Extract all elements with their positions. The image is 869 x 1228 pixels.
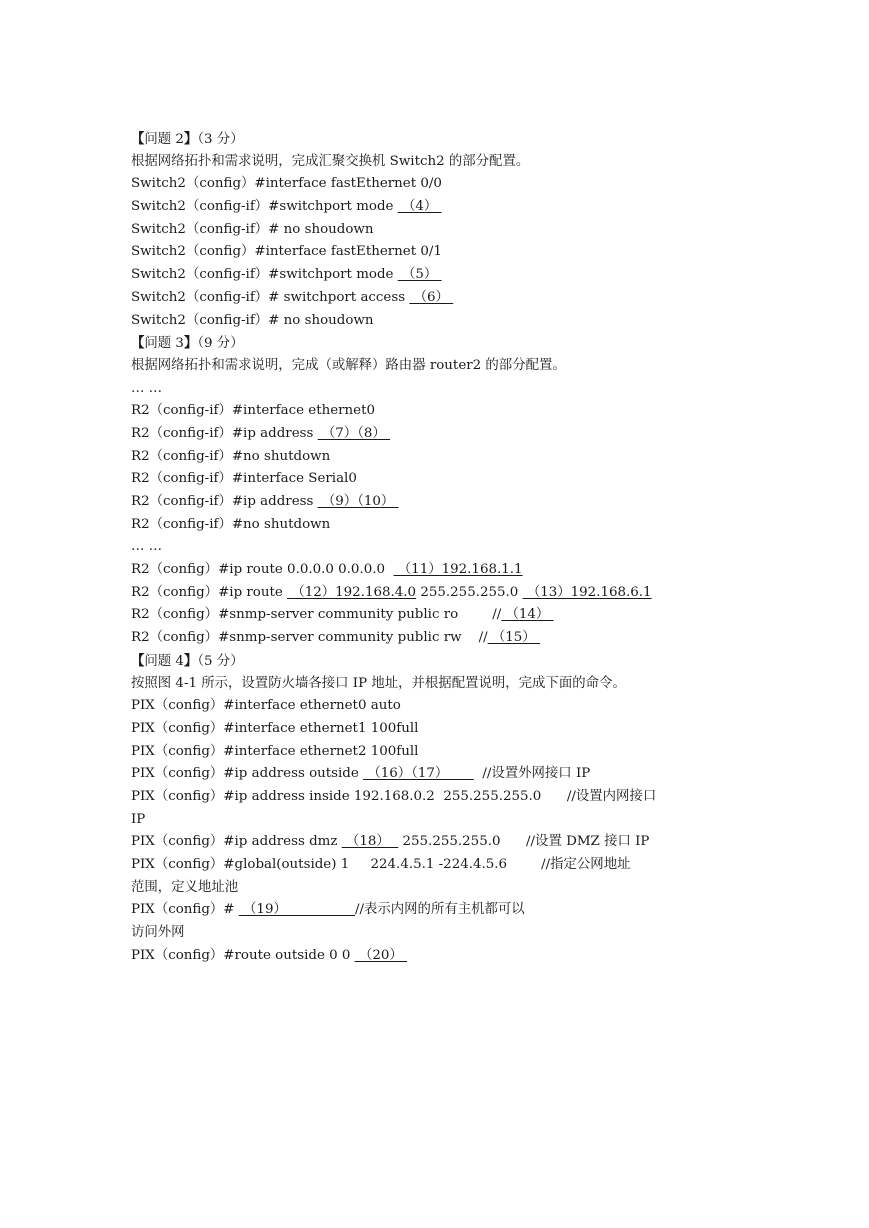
answer-blank: （5） [397,267,442,283]
q3-cmd-line [131,423,743,446]
q3-route-line [131,582,743,605]
cmd-text: R2（config）#snmp-server community public rw // [131,630,488,646]
cmd-text: R2（config）#ip route 0.0.0.0 0.0.0.0 [131,562,394,578]
cmd-text: R2（config-if）#ip address [131,494,318,509]
cmd-text: R2（config-if）#no shutdown [131,448,331,464]
answer-blank: （20） [354,947,408,963]
q3-bracket-open: 【 [131,335,145,352]
q2-score: （3 分） [197,132,244,147]
answer-blank: （7）（8） [317,425,391,441]
q3-ellipsis: … … [131,380,163,396]
answer-blank: （16）（17） [363,766,474,782]
q2-cmd-line [131,196,743,219]
cmd-text: R2（config-if）#no shutdown [131,516,331,532]
q4-header [131,650,743,673]
cmd-text: 255.255.255.0 //设置 DMZ 接口 IP [398,834,650,850]
cmd-text: Switch2（config-if）# no shoudown [131,312,374,328]
cmd-text: Switch2（config-if）# no shoudown [131,221,374,237]
cmd-text: Switch2（config-if）# switchport access [131,289,410,305]
cmd-text: PIX（config）#ip address dmz [131,834,342,850]
q2-cmd-line [131,173,743,196]
answer-blank: （15） [487,630,540,646]
q4-score: （5 分） [197,653,244,669]
q2-bracket-close: 】 [183,131,198,147]
q3-description: 根据网络拓扑和需求说明，完成（或解释）路由器 router2 的部分配置。 [131,357,566,373]
cmd-text: R2（config-if）#interface ethernet0 [131,403,375,419]
cmd-text: PIX（config）#ip address outside [131,766,364,782]
q4-cmd-line: PIX（config）#interface ethernet1 100full [131,720,419,736]
cmd-text: Switch2（config）#interface fastEthernet 0/1 [131,244,442,260]
q4-cmd-wrap: 访问外网 [131,925,185,941]
q2-header [131,128,743,151]
cmd-text: Switch2（config-if）#switchport mode [131,199,398,215]
cmd-text: R2（config）#snmp-server community public ro // [131,607,502,623]
q4-cmd-line [131,945,743,968]
answer-blank: （12）192.168.4.0 [287,584,417,600]
document-body [131,128,743,967]
q4-cmd-line: PIX（config）#global(outside) 1 224.4.5.1 -224.4.5.6 //指定公网地址 [131,857,631,872]
q4-cmd-line: PIX（config）#ip address inside 192.168.0.2 255.255.255.0 //设置内网接口 [131,788,657,804]
cmd-text: R2（config-if）#ip address [131,425,318,441]
cmd-text: Switch2（config-if）#switchport mode [131,267,398,283]
q2-description: 根据网络拓扑和需求说明，完成汇聚交换机 Switch2 的部分配置。 [131,153,530,169]
q4-title: 问题 4 [144,653,184,669]
cmd-text: PIX（config）# [131,902,239,918]
q3-route-line [131,559,743,582]
answer-blank: （11）192.168.1.1 [393,562,523,578]
cmd-text: 255.255.255.0 [416,584,523,600]
q2-cmd-line [131,264,743,287]
q3-score: （9 分） [197,336,244,352]
cmd-text: R2（config-if）#interface Serial0 [131,471,357,487]
q4-cmd-line: PIX（config）#interface ethernet0 auto [131,698,401,714]
q4-description: 按照图 4-1 所示，设置防火墙各接口 IP 地址，并根据配置说明，完成下面的命令。 [131,675,626,691]
q2-title: 问题 2 [144,132,184,147]
cmd-text: R2（config）#ip route [131,584,288,600]
q2-cmd-line [131,310,743,333]
answer-blank: （14） [501,607,554,623]
q2-cmd-line [131,219,743,242]
q4-bracket-open: 【 [131,652,145,669]
q3-title: 问题 3 [144,336,184,352]
q4-cmd-line [131,763,743,786]
answer-blank: （9）（10） [317,494,399,509]
q4-cmd-wrap: 范围，定义地址池 [131,879,239,895]
answer-blank: （4） [397,199,442,215]
q4-cmd-wrap: IP [131,811,146,827]
q3-ellipsis: … … [131,539,163,555]
answer-blank: （6） [409,289,454,305]
q3-cmd-line [131,446,743,469]
q2-bracket-open: 【 [131,131,145,147]
q2-cmd-line [131,241,743,264]
cmd-text: PIX（config）#route outside 0 0 [131,947,355,963]
q3-snmp-line [131,627,743,650]
q3-header [131,332,743,355]
q4-cmd-line [131,899,743,922]
q3-cmd-line [131,468,743,491]
q3-cmd-line [131,400,743,423]
q4-cmd-line [131,831,743,854]
answer-blank: （19） [238,902,355,918]
answer-blank: （18） [341,834,399,850]
cmd-comment: //表示内网的所有主机都可以 [354,902,525,918]
cmd-comment: //设置外网接口 IP [473,766,591,782]
q3-snmp-line [131,604,743,627]
q4-cmd-line: PIX（config）#interface ethernet2 100full [131,743,419,759]
q4-bracket-close: 】 [183,652,198,669]
q3-bracket-close: 】 [183,335,198,352]
q2-cmd-line [131,287,743,310]
q3-cmd-line [131,514,743,537]
answer-blank: （13）192.168.6.1 [522,584,652,600]
cmd-text: Switch2（config）#interface fastEthernet 0/0 [131,176,442,192]
q3-cmd-line [131,491,743,514]
